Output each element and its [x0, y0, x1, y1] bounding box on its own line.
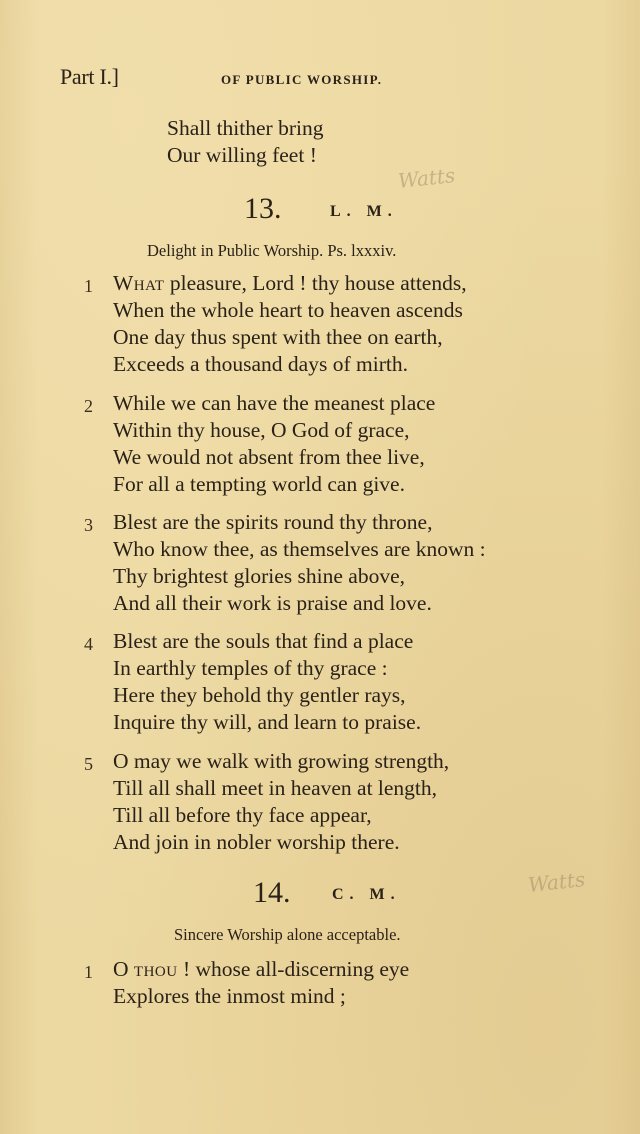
verse-line: Till all before thy face appear, [113, 803, 372, 827]
verse-line: Thy brightest glories shine above, [113, 564, 405, 588]
hymn-number: 14. [253, 876, 291, 909]
handwritten-annotation: Watts [396, 163, 457, 193]
small-caps-opening: thou [133, 957, 178, 981]
hymn-meter: L. M. [330, 203, 398, 220]
verse-line: And join in nobler worship there. [113, 830, 400, 854]
small-caps-opening: What [113, 271, 165, 295]
verse-line: One day thus spent with thee on earth, [113, 325, 443, 349]
verse-line: O may we walk with growing strength, [113, 749, 450, 773]
hymn-meter: C. M. [332, 886, 401, 903]
verse-number: 5 [84, 754, 93, 774]
hymn-subtitle: Sincere Worship alone acceptable. [174, 925, 401, 944]
verse-line: Here they behold thy gentler rays, [113, 683, 406, 707]
verse-number: 3 [84, 515, 93, 535]
verse-line: Within thy house, O God of grace, [113, 418, 410, 442]
verse-line: When the whole heart to heaven ascends [113, 298, 463, 322]
verse-line: Our willing feet ! [167, 143, 317, 167]
verse-number: 2 [84, 396, 93, 416]
section-title: OF PUBLIC WORSHIP. [221, 72, 383, 87]
verse-number: 4 [84, 634, 93, 654]
handwritten-annotation: Watts [526, 867, 587, 897]
verse-line: Inquire thy will, and learn to praise. [113, 710, 422, 734]
verse-line: What pleasure, Lord ! thy house attends, [113, 271, 467, 295]
verse-line: Till all shall meet in heaven at length, [113, 776, 438, 800]
verse-line: Who know thee, as themselves are known : [113, 537, 486, 561]
verse-line: And all their work is praise and love. [113, 591, 432, 615]
running-head [60, 64, 580, 94]
verse-line: In earthly temples of thy grace : [113, 656, 388, 680]
hymn-subtitle: Delight in Public Worship. Ps. lxxxiv. [147, 241, 397, 260]
verse-line: Blest are the spirits round thy throne, [113, 510, 433, 534]
verse-line: Explores the inmost mind ; [113, 984, 346, 1008]
verse-number: 1 [84, 962, 93, 982]
verse-line: Shall thither bring [167, 116, 324, 140]
verse-line: Blest are the souls that find a place [113, 629, 414, 653]
hymn-number: 13. [244, 192, 282, 225]
verse-number: 1 [84, 276, 93, 296]
verse-line: O thou ! whose all-discerning eye [113, 957, 410, 981]
verse-line: While we can have the meanest place [113, 391, 436, 415]
verse-line: For all a tempting world can give. [113, 472, 405, 496]
verse-line: Exceeds a thousand days of mirth. [113, 352, 408, 376]
part-label: Part I.] [60, 64, 119, 89]
verse-line: We would not absent from thee live, [113, 445, 425, 469]
